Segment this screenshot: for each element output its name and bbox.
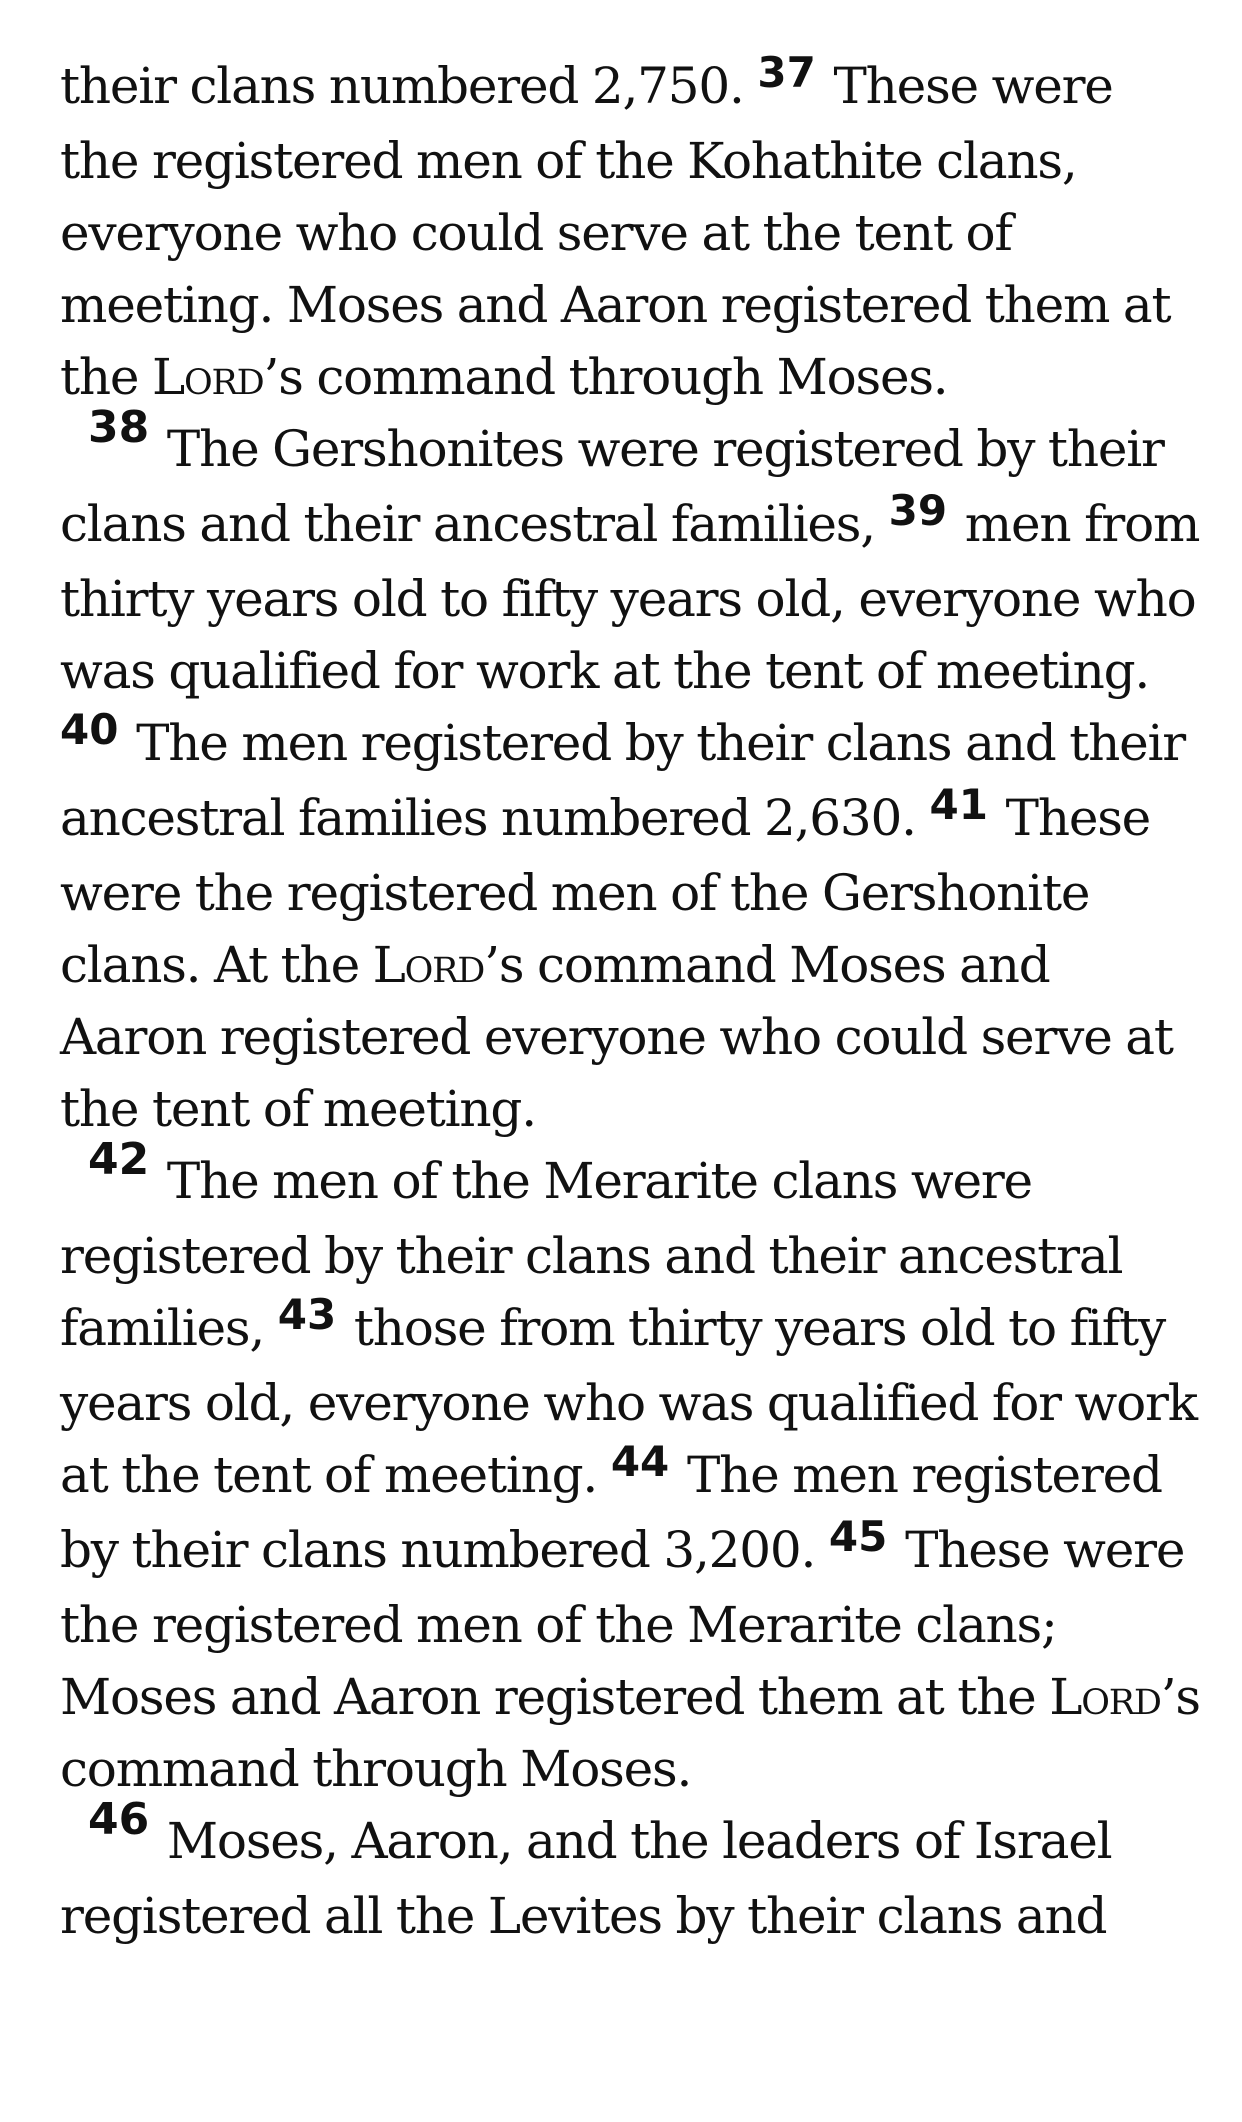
verse-number: 41: [929, 780, 988, 829]
verse-text: The men registered by their clans and their ancestral families numbered 2,630.: [60, 714, 1185, 847]
verse-text: The Gershonites were registered by their clans and their ancestral families,: [60, 420, 1164, 553]
verse-text: their clans numbered 2,750.: [60, 57, 758, 115]
verse-number: 42: [88, 1134, 150, 1185]
verse-number: 37: [757, 48, 816, 97]
verse-number: 46: [88, 1794, 150, 1845]
divine-name-small-caps: Lord: [1049, 1668, 1161, 1726]
verse-text: These were the registered men of the Kohathite clans, everyone who could serve at the tent of meeting. Moses and Aaron registered them at the: [60, 57, 1171, 406]
verse-text: ’s command through Moses.: [60, 1668, 1200, 1798]
paragraph: [60, 1134, 1200, 1805]
verse-number: 40: [60, 705, 119, 754]
divine-name-small-caps: Lord: [151, 348, 264, 406]
divine-name-small-caps: Lord: [372, 936, 485, 994]
verse-text: ’s command Moses and Aaron registered everyone who could serve at the tent of meeting.: [60, 936, 1173, 1138]
paragraph: [60, 1794, 1200, 1952]
verse-text: those from thirty years old to fifty years old, everyone who was qualified for work at the tent of meeting.: [60, 1299, 1197, 1504]
paragraph: [60, 402, 1200, 1145]
verse-number: 39: [888, 486, 948, 535]
verse-text: The men of the Merarite clans were registered by their clans and their ancestral families,: [60, 1152, 1123, 1357]
verse-text: Moses, Aaron, and the leaders of Israel registered all the Levites by their clans and: [60, 1812, 1112, 1945]
verse-text: ’s command through Moses.: [263, 348, 948, 406]
paragraph: [60, 50, 1200, 413]
passage-text: [60, 50, 1200, 1952]
verse-number: 38: [88, 402, 150, 453]
verse-number: 45: [828, 1512, 888, 1561]
verse-text: These were the registered men of the Merarite clans; Moses and Aaron registered them at the: [60, 1521, 1185, 1726]
verse-number: 44: [610, 1437, 670, 1486]
verse-text: These were the registered men of the Gershonite clans. At the: [60, 789, 1151, 994]
verse-number: 43: [277, 1290, 337, 1339]
verse-text: men from thirty years old to fifty years old, everyone who was qualified for work at the tent of meeting.: [60, 495, 1200, 700]
verse-text: The men registered by their clans numbered 3,200.: [60, 1446, 1162, 1579]
